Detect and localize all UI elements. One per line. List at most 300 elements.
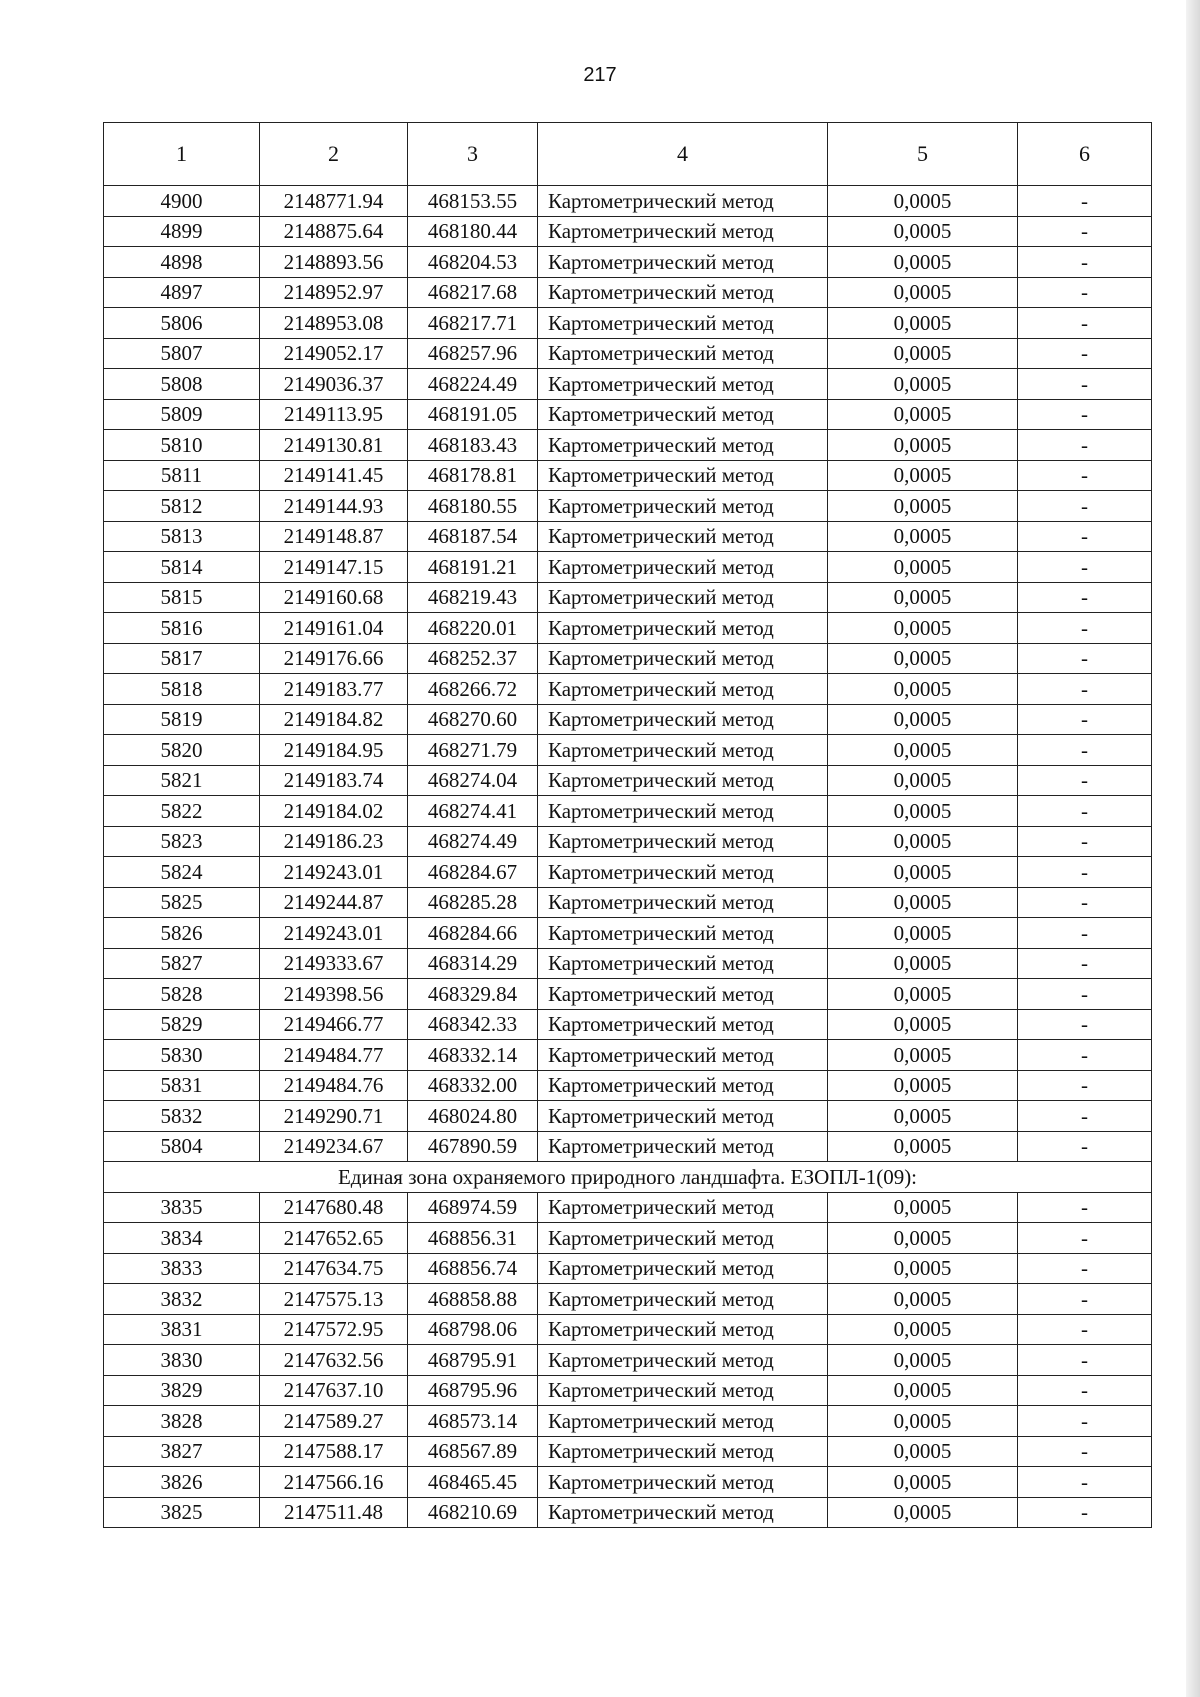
- accuracy-cell: 0,0005: [828, 1101, 1018, 1132]
- point-number-cell: 5825: [104, 887, 260, 918]
- method-cell: Картометрический метод: [538, 1375, 828, 1406]
- method-cell: Картометрический метод: [538, 796, 828, 827]
- accuracy-cell: 0,0005: [828, 918, 1018, 949]
- y-coordinate-cell: 468284.66: [408, 918, 538, 949]
- section-title: Единая зона охраняемого природного ландшафта. ЕЗОПЛ-1(09):: [104, 1162, 1152, 1193]
- y-coordinate-cell: 468567.89: [408, 1436, 538, 1467]
- point-number-cell: 3826: [104, 1467, 260, 1498]
- method-cell: Картометрический метод: [538, 369, 828, 400]
- method-cell: Картометрический метод: [538, 948, 828, 979]
- y-coordinate-cell: 468024.80: [408, 1101, 538, 1132]
- table-row: [104, 552, 1152, 583]
- point-number-cell: 5831: [104, 1070, 260, 1101]
- table-row: [104, 460, 1152, 491]
- x-coordinate-cell: 2149333.67: [260, 948, 408, 979]
- x-coordinate-cell: 2149113.95: [260, 399, 408, 430]
- x-coordinate-cell: 2147634.75: [260, 1253, 408, 1284]
- header-row: [104, 123, 1152, 186]
- accuracy-cell: 0,0005: [828, 1406, 1018, 1437]
- x-coordinate-cell: 2147680.48: [260, 1192, 408, 1223]
- method-cell: Картометрический метод: [538, 643, 828, 674]
- table-row: [104, 979, 1152, 1010]
- point-number-cell: 3834: [104, 1223, 260, 1254]
- x-coordinate-cell: 2149147.15: [260, 552, 408, 583]
- table-row: [104, 796, 1152, 827]
- method-cell: Картометрический метод: [538, 430, 828, 461]
- accuracy-cell: 0,0005: [828, 247, 1018, 278]
- x-coordinate-cell: 2149484.77: [260, 1040, 408, 1071]
- point-number-cell: 3827: [104, 1436, 260, 1467]
- note-cell: -: [1018, 1223, 1152, 1254]
- accuracy-cell: 0,0005: [828, 277, 1018, 308]
- y-coordinate-cell: 467890.59: [408, 1131, 538, 1162]
- point-number-cell: 5817: [104, 643, 260, 674]
- note-cell: -: [1018, 1406, 1152, 1437]
- method-cell: Картометрический метод: [538, 704, 828, 735]
- x-coordinate-cell: 2147589.27: [260, 1406, 408, 1437]
- accuracy-cell: 0,0005: [828, 338, 1018, 369]
- accuracy-cell: 0,0005: [828, 1009, 1018, 1040]
- method-cell: Картометрический метод: [538, 582, 828, 613]
- y-coordinate-cell: 468270.60: [408, 704, 538, 735]
- x-coordinate-cell: 2149130.81: [260, 430, 408, 461]
- point-number-cell: 4900: [104, 186, 260, 217]
- point-number-cell: 5816: [104, 613, 260, 644]
- table-row: [104, 216, 1152, 247]
- x-coordinate-cell: 2149184.95: [260, 735, 408, 766]
- accuracy-cell: 0,0005: [828, 979, 1018, 1010]
- table-body-group-1: [104, 186, 1152, 1162]
- accuracy-cell: 0,0005: [828, 308, 1018, 339]
- note-cell: -: [1018, 1467, 1152, 1498]
- x-coordinate-cell: 2149144.93: [260, 491, 408, 522]
- point-number-cell: 3830: [104, 1345, 260, 1376]
- y-coordinate-cell: 468795.91: [408, 1345, 538, 1376]
- method-cell: Картометрический метод: [538, 491, 828, 522]
- method-cell: Картометрический метод: [538, 1131, 828, 1162]
- x-coordinate-cell: 2147652.65: [260, 1223, 408, 1254]
- method-cell: Картометрический метод: [538, 826, 828, 857]
- note-cell: -: [1018, 948, 1152, 979]
- accuracy-cell: 0,0005: [828, 582, 1018, 613]
- method-cell: Картометрический метод: [538, 1009, 828, 1040]
- table-row: [104, 1406, 1152, 1437]
- y-coordinate-cell: 468274.49: [408, 826, 538, 857]
- accuracy-cell: 0,0005: [828, 948, 1018, 979]
- accuracy-cell: 0,0005: [828, 1436, 1018, 1467]
- table-row: [104, 1192, 1152, 1223]
- x-coordinate-cell: 2149183.74: [260, 765, 408, 796]
- note-cell: -: [1018, 796, 1152, 827]
- table-row: [104, 1375, 1152, 1406]
- accuracy-cell: 0,0005: [828, 643, 1018, 674]
- y-coordinate-cell: 468219.43: [408, 582, 538, 613]
- column-header-6: 6: [1018, 123, 1152, 186]
- table-row: [104, 1101, 1152, 1132]
- x-coordinate-cell: 2149161.04: [260, 613, 408, 644]
- point-number-cell: 3832: [104, 1284, 260, 1315]
- note-cell: -: [1018, 643, 1152, 674]
- note-cell: -: [1018, 460, 1152, 491]
- accuracy-cell: 0,0005: [828, 1253, 1018, 1284]
- note-cell: -: [1018, 674, 1152, 705]
- page-number: 217: [583, 64, 617, 86]
- scan-edge: [1186, 0, 1200, 1697]
- x-coordinate-cell: 2147511.48: [260, 1497, 408, 1528]
- coordinates-table: [103, 122, 1152, 1528]
- note-cell: -: [1018, 826, 1152, 857]
- note-cell: -: [1018, 247, 1152, 278]
- y-coordinate-cell: 468342.33: [408, 1009, 538, 1040]
- accuracy-cell: 0,0005: [828, 826, 1018, 857]
- y-coordinate-cell: 468858.88: [408, 1284, 538, 1315]
- method-cell: Картометрический метод: [538, 1406, 828, 1437]
- point-number-cell: 5811: [104, 460, 260, 491]
- x-coordinate-cell: 2149466.77: [260, 1009, 408, 1040]
- x-coordinate-cell: 2149148.87: [260, 521, 408, 552]
- y-coordinate-cell: 468284.67: [408, 857, 538, 888]
- note-cell: -: [1018, 735, 1152, 766]
- y-coordinate-cell: 468329.84: [408, 979, 538, 1010]
- y-coordinate-cell: 468217.68: [408, 277, 538, 308]
- x-coordinate-cell: 2147572.95: [260, 1314, 408, 1345]
- y-coordinate-cell: 468465.45: [408, 1467, 538, 1498]
- column-header-2: 2: [260, 123, 408, 186]
- y-coordinate-cell: 468257.96: [408, 338, 538, 369]
- accuracy-cell: 0,0005: [828, 1497, 1018, 1528]
- method-cell: Картометрический метод: [538, 918, 828, 949]
- note-cell: -: [1018, 1436, 1152, 1467]
- x-coordinate-cell: 2149036.37: [260, 369, 408, 400]
- y-coordinate-cell: 468798.06: [408, 1314, 538, 1345]
- table-row: [104, 186, 1152, 217]
- y-coordinate-cell: 468220.01: [408, 613, 538, 644]
- y-coordinate-cell: 468285.28: [408, 887, 538, 918]
- y-coordinate-cell: 468183.43: [408, 430, 538, 461]
- accuracy-cell: 0,0005: [828, 552, 1018, 583]
- note-cell: -: [1018, 887, 1152, 918]
- point-number-cell: 5822: [104, 796, 260, 827]
- accuracy-cell: 0,0005: [828, 186, 1018, 217]
- x-coordinate-cell: 2149176.66: [260, 643, 408, 674]
- x-coordinate-cell: 2148953.08: [260, 308, 408, 339]
- note-cell: -: [1018, 216, 1152, 247]
- point-number-cell: 3828: [104, 1406, 260, 1437]
- x-coordinate-cell: 2148875.64: [260, 216, 408, 247]
- method-cell: Картометрический метод: [538, 1223, 828, 1254]
- x-coordinate-cell: 2149052.17: [260, 338, 408, 369]
- table-row: [104, 613, 1152, 644]
- note-cell: -: [1018, 491, 1152, 522]
- y-coordinate-cell: 468974.59: [408, 1192, 538, 1223]
- point-number-cell: 5821: [104, 765, 260, 796]
- x-coordinate-cell: 2149184.82: [260, 704, 408, 735]
- y-coordinate-cell: 468274.41: [408, 796, 538, 827]
- accuracy-cell: 0,0005: [828, 1375, 1018, 1406]
- method-cell: Картометрический метод: [538, 1192, 828, 1223]
- point-number-cell: 5830: [104, 1040, 260, 1071]
- y-coordinate-cell: 468266.72: [408, 674, 538, 705]
- accuracy-cell: 0,0005: [828, 765, 1018, 796]
- y-coordinate-cell: 468210.69: [408, 1497, 538, 1528]
- note-cell: -: [1018, 1345, 1152, 1376]
- section-title-row: [104, 1162, 1152, 1193]
- accuracy-cell: 0,0005: [828, 887, 1018, 918]
- table-row: [104, 643, 1152, 674]
- table-row: [104, 674, 1152, 705]
- column-header-3: 3: [408, 123, 538, 186]
- method-cell: Картометрический метод: [538, 308, 828, 339]
- table-row: [104, 1223, 1152, 1254]
- x-coordinate-cell: 2149243.01: [260, 857, 408, 888]
- table-row: [104, 826, 1152, 857]
- method-cell: Картометрический метод: [538, 1040, 828, 1071]
- method-cell: Картометрический метод: [538, 277, 828, 308]
- table-row: [104, 1284, 1152, 1315]
- x-coordinate-cell: 2147566.16: [260, 1467, 408, 1498]
- point-number-cell: 5809: [104, 399, 260, 430]
- point-number-cell: 5812: [104, 491, 260, 522]
- point-number-cell: 5813: [104, 521, 260, 552]
- x-coordinate-cell: 2147588.17: [260, 1436, 408, 1467]
- accuracy-cell: 0,0005: [828, 216, 1018, 247]
- accuracy-cell: 0,0005: [828, 1345, 1018, 1376]
- point-number-cell: 3831: [104, 1314, 260, 1345]
- table-body-group-2: [104, 1192, 1152, 1528]
- x-coordinate-cell: 2149243.01: [260, 918, 408, 949]
- point-number-cell: 4898: [104, 247, 260, 278]
- note-cell: -: [1018, 277, 1152, 308]
- point-number-cell: 5804: [104, 1131, 260, 1162]
- note-cell: -: [1018, 1284, 1152, 1315]
- x-coordinate-cell: 2149184.02: [260, 796, 408, 827]
- y-coordinate-cell: 468178.81: [408, 460, 538, 491]
- accuracy-cell: 0,0005: [828, 430, 1018, 461]
- method-cell: Картометрический метод: [538, 1436, 828, 1467]
- method-cell: Картометрический метод: [538, 887, 828, 918]
- table-row: [104, 857, 1152, 888]
- table-row: [104, 277, 1152, 308]
- x-coordinate-cell: 2149234.67: [260, 1131, 408, 1162]
- method-cell: Картометрический метод: [538, 399, 828, 430]
- y-coordinate-cell: 468153.55: [408, 186, 538, 217]
- method-cell: Картометрический метод: [538, 1070, 828, 1101]
- table-row: [104, 735, 1152, 766]
- method-cell: Картометрический метод: [538, 1284, 828, 1315]
- x-coordinate-cell: 2149186.23: [260, 826, 408, 857]
- y-coordinate-cell: 468271.79: [408, 735, 538, 766]
- table-row: [104, 1253, 1152, 1284]
- table-row: [104, 521, 1152, 552]
- accuracy-cell: 0,0005: [828, 460, 1018, 491]
- note-cell: -: [1018, 582, 1152, 613]
- point-number-cell: 3825: [104, 1497, 260, 1528]
- y-coordinate-cell: 468252.37: [408, 643, 538, 674]
- table-row: [104, 1497, 1152, 1528]
- note-cell: -: [1018, 369, 1152, 400]
- method-cell: Картометрический метод: [538, 216, 828, 247]
- point-number-cell: 5806: [104, 308, 260, 339]
- note-cell: -: [1018, 552, 1152, 583]
- table-row: [104, 399, 1152, 430]
- y-coordinate-cell: 468314.29: [408, 948, 538, 979]
- table-row: [104, 918, 1152, 949]
- point-number-cell: 5818: [104, 674, 260, 705]
- y-coordinate-cell: 468224.49: [408, 369, 538, 400]
- point-number-cell: 5819: [104, 704, 260, 735]
- note-cell: -: [1018, 765, 1152, 796]
- accuracy-cell: 0,0005: [828, 1040, 1018, 1071]
- y-coordinate-cell: 468180.44: [408, 216, 538, 247]
- x-coordinate-cell: 2149183.77: [260, 674, 408, 705]
- table-row: [104, 887, 1152, 918]
- x-coordinate-cell: 2149160.68: [260, 582, 408, 613]
- accuracy-cell: 0,0005: [828, 399, 1018, 430]
- x-coordinate-cell: 2148771.94: [260, 186, 408, 217]
- table-row: [104, 1131, 1152, 1162]
- x-coordinate-cell: 2149141.45: [260, 460, 408, 491]
- note-cell: -: [1018, 308, 1152, 339]
- note-cell: -: [1018, 1009, 1152, 1040]
- accuracy-cell: 0,0005: [828, 1070, 1018, 1101]
- y-coordinate-cell: 468191.21: [408, 552, 538, 583]
- accuracy-cell: 0,0005: [828, 857, 1018, 888]
- note-cell: -: [1018, 704, 1152, 735]
- y-coordinate-cell: 468332.00: [408, 1070, 538, 1101]
- point-number-cell: 5814: [104, 552, 260, 583]
- table-row: [104, 369, 1152, 400]
- column-header-1: 1: [104, 123, 260, 186]
- note-cell: -: [1018, 1101, 1152, 1132]
- accuracy-cell: 0,0005: [828, 1192, 1018, 1223]
- table-row: [104, 1436, 1152, 1467]
- y-coordinate-cell: 468856.74: [408, 1253, 538, 1284]
- table-row: [104, 1467, 1152, 1498]
- method-cell: Картометрический метод: [538, 521, 828, 552]
- point-number-cell: 5829: [104, 1009, 260, 1040]
- point-number-cell: 5823: [104, 826, 260, 857]
- column-header-5: 5: [828, 123, 1018, 186]
- table-row: [104, 1314, 1152, 1345]
- section-divider: [104, 1162, 1152, 1193]
- note-cell: -: [1018, 613, 1152, 644]
- note-cell: -: [1018, 1497, 1152, 1528]
- method-cell: Картометрический метод: [538, 460, 828, 491]
- y-coordinate-cell: 468204.53: [408, 247, 538, 278]
- note-cell: -: [1018, 399, 1152, 430]
- accuracy-cell: 0,0005: [828, 735, 1018, 766]
- y-coordinate-cell: 468217.71: [408, 308, 538, 339]
- table-row: [104, 308, 1152, 339]
- table-row: [104, 491, 1152, 522]
- table-row: [104, 1345, 1152, 1376]
- point-number-cell: 4899: [104, 216, 260, 247]
- x-coordinate-cell: 2148893.56: [260, 247, 408, 278]
- table-row: [104, 1040, 1152, 1071]
- method-cell: Картометрический метод: [538, 186, 828, 217]
- accuracy-cell: 0,0005: [828, 521, 1018, 552]
- point-number-cell: 5824: [104, 857, 260, 888]
- x-coordinate-cell: 2148952.97: [260, 277, 408, 308]
- note-cell: -: [1018, 521, 1152, 552]
- x-coordinate-cell: 2149244.87: [260, 887, 408, 918]
- point-number-cell: 5832: [104, 1101, 260, 1132]
- accuracy-cell: 0,0005: [828, 1223, 1018, 1254]
- method-cell: Картометрический метод: [538, 1467, 828, 1498]
- column-header-4: 4: [538, 123, 828, 186]
- note-cell: -: [1018, 1040, 1152, 1071]
- y-coordinate-cell: 468332.14: [408, 1040, 538, 1071]
- table-row: [104, 1070, 1152, 1101]
- x-coordinate-cell: 2149290.71: [260, 1101, 408, 1132]
- method-cell: Картометрический метод: [538, 247, 828, 278]
- y-coordinate-cell: 468274.04: [408, 765, 538, 796]
- x-coordinate-cell: 2147575.13: [260, 1284, 408, 1315]
- note-cell: -: [1018, 979, 1152, 1010]
- method-cell: Картометрический метод: [538, 552, 828, 583]
- accuracy-cell: 0,0005: [828, 1284, 1018, 1315]
- note-cell: -: [1018, 857, 1152, 888]
- table-row: [104, 704, 1152, 735]
- method-cell: Картометрический метод: [538, 338, 828, 369]
- y-coordinate-cell: 468856.31: [408, 1223, 538, 1254]
- note-cell: -: [1018, 430, 1152, 461]
- point-number-cell: 4897: [104, 277, 260, 308]
- table-row: [104, 247, 1152, 278]
- table-header: [104, 123, 1152, 186]
- method-cell: Картометрический метод: [538, 735, 828, 766]
- point-number-cell: 5826: [104, 918, 260, 949]
- method-cell: Картометрический метод: [538, 979, 828, 1010]
- point-number-cell: 5807: [104, 338, 260, 369]
- point-number-cell: 5810: [104, 430, 260, 461]
- accuracy-cell: 0,0005: [828, 1314, 1018, 1345]
- table-row: [104, 948, 1152, 979]
- note-cell: -: [1018, 1131, 1152, 1162]
- method-cell: Картометрический метод: [538, 613, 828, 644]
- note-cell: -: [1018, 1192, 1152, 1223]
- point-number-cell: 3829: [104, 1375, 260, 1406]
- table-row: [104, 338, 1152, 369]
- note-cell: -: [1018, 338, 1152, 369]
- x-coordinate-cell: 2147637.10: [260, 1375, 408, 1406]
- point-number-cell: 5820: [104, 735, 260, 766]
- accuracy-cell: 0,0005: [828, 613, 1018, 644]
- method-cell: Картометрический метод: [538, 765, 828, 796]
- point-number-cell: 5815: [104, 582, 260, 613]
- note-cell: -: [1018, 186, 1152, 217]
- point-number-cell: 3835: [104, 1192, 260, 1223]
- accuracy-cell: 0,0005: [828, 704, 1018, 735]
- y-coordinate-cell: 468180.55: [408, 491, 538, 522]
- x-coordinate-cell: 2149398.56: [260, 979, 408, 1010]
- accuracy-cell: 0,0005: [828, 1467, 1018, 1498]
- note-cell: -: [1018, 1375, 1152, 1406]
- method-cell: Картометрический метод: [538, 857, 828, 888]
- method-cell: Картометрический метод: [538, 1253, 828, 1284]
- y-coordinate-cell: 468795.96: [408, 1375, 538, 1406]
- table-row: [104, 582, 1152, 613]
- point-number-cell: 5827: [104, 948, 260, 979]
- accuracy-cell: 0,0005: [828, 674, 1018, 705]
- x-coordinate-cell: 2147632.56: [260, 1345, 408, 1376]
- y-coordinate-cell: 468573.14: [408, 1406, 538, 1437]
- method-cell: Картометрический метод: [538, 1497, 828, 1528]
- table-row: [104, 765, 1152, 796]
- method-cell: Картометрический метод: [538, 1345, 828, 1376]
- method-cell: Картометрический метод: [538, 1101, 828, 1132]
- y-coordinate-cell: 468191.05: [408, 399, 538, 430]
